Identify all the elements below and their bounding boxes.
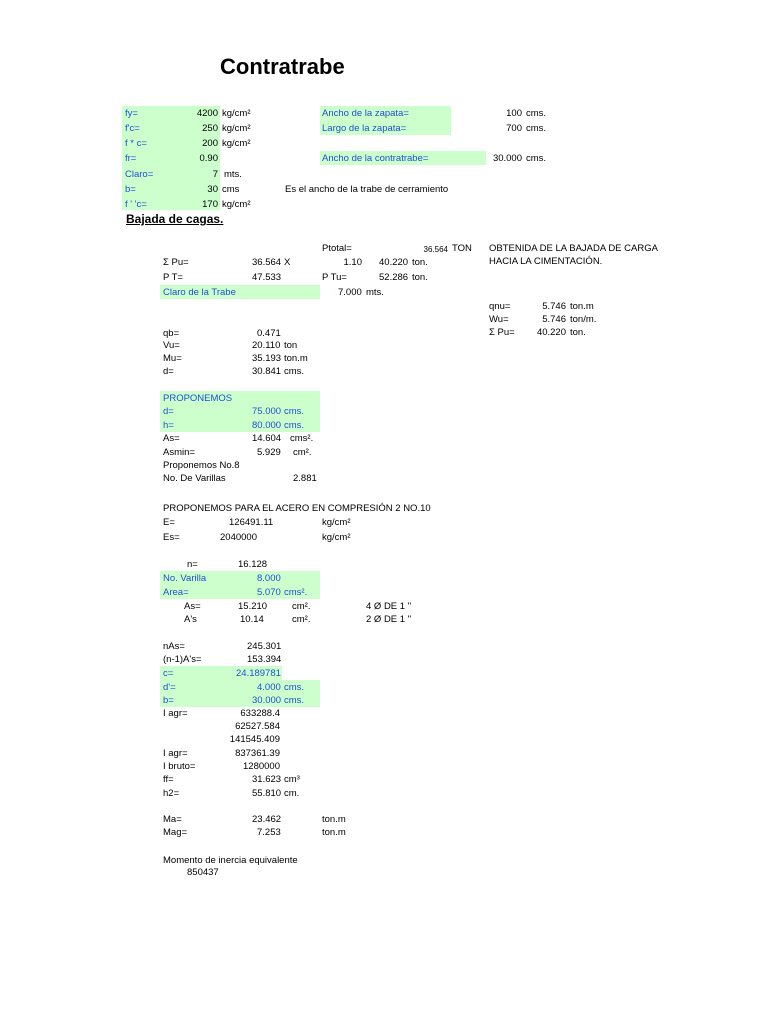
b-note: Es el ancho de la trabe de cerramiento (285, 184, 449, 195)
momento-label: Momento de inercia equivalente (163, 855, 298, 866)
obtenida-line-2: HACIA LA CIMENTACIÓN. (489, 256, 603, 267)
param-label: Claro= (125, 169, 154, 180)
param-value: 250 (202, 123, 218, 134)
d-unit: cms. (284, 366, 305, 377)
mag-unit: ton.m (322, 827, 346, 838)
param-value: 170 (202, 199, 218, 210)
ancho-contratrabe-value: 30.000 (492, 153, 522, 164)
as-label: As= (163, 433, 180, 444)
d-label: d= (163, 366, 174, 377)
iagr1-value: 62527.584 (235, 721, 280, 732)
param-value: 30 (207, 184, 218, 195)
es-label: Es= (163, 532, 180, 543)
proponemos-label: PROPONEMOS (163, 393, 233, 404)
largo-zapata-label: Largo de la zapata= (322, 123, 407, 134)
ptotal-label: Ptotal= (322, 243, 352, 254)
sum-pu2-unit: ton. (570, 327, 586, 338)
dprime-value: 4.000 (257, 682, 281, 693)
claro-trabe-label: Claro de la Trabe (163, 287, 236, 298)
prop-h-unit: cms. (284, 420, 305, 431)
ptu-label: P Tu= (322, 272, 347, 283)
es-unit: kg/cm² (322, 532, 351, 543)
param-value: 7 (212, 169, 218, 180)
ibruto-value: 1280000 (243, 761, 280, 772)
as-prime-unit: cm². (292, 614, 311, 625)
dprime-label: d'= (163, 682, 176, 693)
prop-d-value: 75.000 (252, 406, 282, 417)
as2-note: 4 Ø DE 1 " (366, 601, 412, 612)
param-label: fr= (125, 153, 137, 164)
prop-h-label: h= (163, 420, 174, 431)
pt-label: P T= (163, 272, 183, 283)
qb-label: qb= (163, 328, 180, 339)
d-value: 30.841 (252, 366, 282, 377)
dprime-unit: cms. (284, 682, 305, 693)
sum-pu-factor: 1.10 (343, 257, 362, 268)
ptu-value: 52.286 (379, 272, 409, 283)
param-unit: kg/cm² (222, 199, 251, 210)
n1as-value: 153.394 (247, 654, 282, 665)
wu-value: 5.746 (542, 314, 566, 325)
as2-unit: cm². (292, 601, 311, 612)
qnu-unit: ton.m (570, 301, 594, 312)
wu-label: Wu= (489, 314, 509, 325)
sum-pu-result: 40.220 (379, 257, 409, 268)
sum-pu-x: X (284, 257, 291, 268)
pt-value: 47.533 (252, 272, 282, 283)
param-label: f ' 'c= (125, 199, 147, 210)
claro-trabe-unit: mts. (366, 287, 384, 298)
h2-value: 55.810 (252, 788, 282, 799)
mu-label: Mu= (163, 353, 182, 364)
iagr2-value: 837361.39 (235, 748, 280, 759)
h2-label: h2= (163, 788, 180, 799)
ancho-contratrabe-label: Ancho de la contratrabe= (322, 153, 429, 164)
momento-value: 850437 (187, 867, 219, 878)
b2-unit: cms. (284, 695, 305, 706)
no-varilla-label: No. Varilla (163, 573, 207, 584)
vu-unit: ton (284, 340, 298, 351)
as-value: 14.604 (252, 433, 282, 444)
param-label: b= (125, 184, 136, 195)
area-value: 5.070 (257, 587, 281, 598)
section-heading-bajada: Bajada de cagas. (126, 212, 224, 226)
iagr1-label: I agr= (163, 708, 188, 719)
param-label: fy= (125, 108, 138, 119)
no-varillas-label: No. De Varillas (163, 473, 226, 484)
param-label: f'c= (125, 123, 140, 134)
ancho-zapata-unit: cms. (526, 108, 547, 119)
largo-zapata-unit: cms. (526, 123, 547, 134)
param-value: 4200 (196, 108, 218, 119)
n-label: n= (187, 559, 198, 570)
e-label: E= (163, 517, 175, 528)
ma-label: Ma= (163, 814, 182, 825)
prop-h-value: 80.000 (252, 420, 282, 431)
param-value: 0.90 (199, 153, 218, 164)
sum-pu-unit: ton. (412, 257, 428, 268)
wu-unit: ton/m. (570, 314, 597, 325)
ma-unit: ton.m (322, 814, 346, 825)
ancho-zapata-label: Ancho de la zapata= (322, 108, 409, 119)
nas-value: 245.301 (247, 641, 282, 652)
qnu-label: qnu= (489, 301, 511, 312)
param-unit: cms (222, 184, 240, 195)
vu-label: Vu= (163, 340, 180, 351)
b2-value: 30.000 (252, 695, 282, 706)
e-unit: kg/cm² (322, 517, 351, 528)
ptu-unit: ton. (412, 272, 428, 283)
sum-pu2-label: Σ Pu= (489, 327, 515, 338)
compresion-heading: PROPONEMOS PARA EL ACERO EN COMPRESIÓN 2 NO.10 (163, 503, 431, 514)
ff-label: ff= (163, 774, 174, 785)
largo-zapata-value: 700 (506, 123, 522, 134)
page-title: Contratrabe (220, 54, 345, 79)
param-unit: mts. (224, 169, 242, 180)
area-label: Area= (163, 587, 189, 598)
obtenida-line-1: OBTENIDA DE LA BAJADA DE CARGA (489, 243, 658, 254)
ptotal-value: 36.564 (423, 245, 448, 254)
n-value: 16.128 (238, 559, 268, 570)
nas-label: nAs= (163, 641, 185, 652)
as-prime-label: A's (184, 614, 197, 625)
asmin-unit: cm². (293, 447, 312, 458)
sum-pu2-value: 40.220 (536, 327, 566, 338)
mu-value: 35.193 (252, 353, 282, 364)
mu-unit: ton.m (284, 353, 308, 364)
vu-value: 20.110 (252, 340, 281, 351)
c-value: 24.189781 (236, 668, 281, 679)
h2-unit: cm. (284, 788, 300, 799)
ptotal-unit: TON (452, 243, 472, 254)
as-prime-value: 10.14 (240, 614, 264, 625)
ff-unit: cm³ (284, 774, 300, 785)
iagr1-value: 633288.4 (240, 708, 280, 719)
iagr2-label: I agr= (163, 748, 188, 759)
iagr1-value: 141545.409 (229, 734, 280, 745)
n1as-label: (n-1)A's= (163, 654, 202, 665)
as-prime-note: 2 Ø DE 1 " (366, 614, 412, 625)
param-label: f * c= (125, 138, 147, 149)
no-varilla-value: 8.000 (257, 573, 281, 584)
param-unit: kg/cm² (222, 138, 251, 149)
e-value: 126491.11 (229, 517, 274, 528)
mag-label: Mag= (163, 827, 188, 838)
param-unit: kg/cm² (222, 108, 251, 119)
mag-value: 7.253 (257, 827, 281, 838)
asmin-label: Asmin= (163, 447, 195, 458)
b2-label: b= (163, 695, 174, 706)
sum-pu-value: 36.564 (252, 257, 282, 268)
sum-pu-label: Σ Pu= (163, 257, 189, 268)
prop-d-unit: cms. (284, 406, 305, 417)
ancho-contratrabe-unit: cms. (526, 153, 547, 164)
claro-trabe-value: 7.000 (338, 287, 362, 298)
ancho-zapata-value: 100 (506, 108, 522, 119)
c-label: c= (163, 668, 174, 679)
qb-value: 0.471 (257, 328, 281, 339)
qnu-value: 5.746 (542, 301, 566, 312)
param-unit: kg/cm² (222, 123, 251, 134)
es-value: 2040000 (220, 532, 257, 543)
no-varillas-value: 2.881 (293, 473, 317, 484)
param-value: 200 (202, 138, 218, 149)
proponemos-no8: Proponemos No.8 (163, 460, 240, 471)
ma-value: 23.462 (252, 814, 282, 825)
prop-d-label: d= (163, 406, 174, 417)
asmin-value: 5.929 (257, 447, 281, 458)
as2-label: As= (184, 601, 201, 612)
ff-value: 31.623 (252, 774, 282, 785)
as2-value: 15.210 (238, 601, 268, 612)
ibruto-label: I bruto= (163, 761, 196, 772)
as-unit: cms². (290, 433, 314, 444)
area-unit: cms². (284, 587, 308, 598)
